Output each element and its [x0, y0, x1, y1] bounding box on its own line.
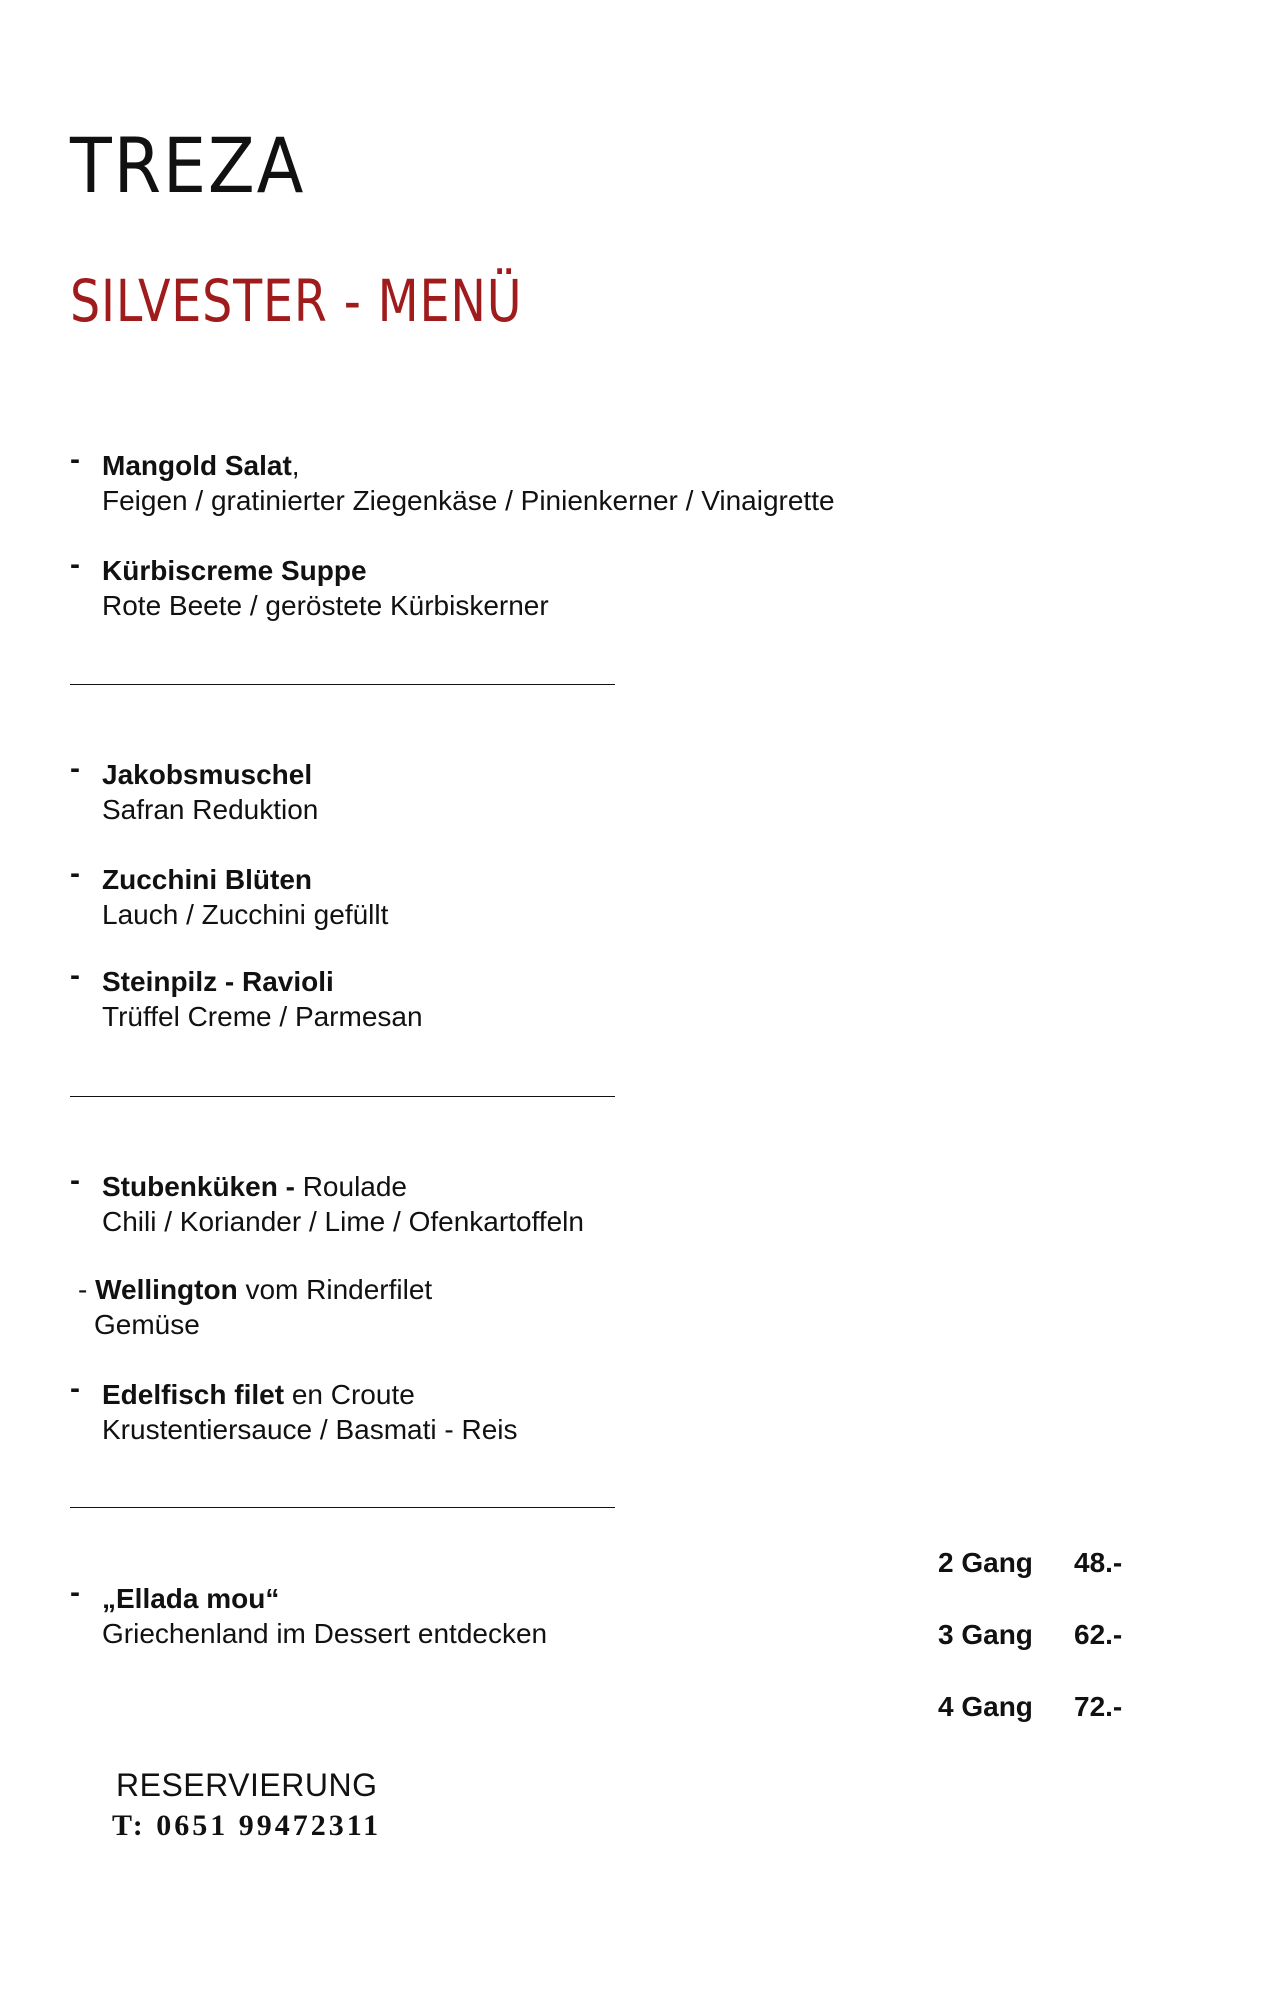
section-divider [70, 1507, 615, 1508]
menu-item-mangold-salat [70, 443, 835, 518]
menu-item-stubenkueken [70, 1164, 584, 1239]
item-description: Gemüse [94, 1309, 200, 1340]
item-suffix: , [291, 450, 300, 481]
item-description: Chili / Koriander / Lime / Ofenkartoffeln [102, 1206, 584, 1237]
item-dash: - [70, 548, 80, 581]
item-dash: - [70, 1164, 80, 1197]
item-dash: - [70, 857, 80, 890]
price-row-4-gang [938, 1689, 1122, 1724]
item-suffix: vom Rinderfilet [237, 1274, 433, 1305]
price-value: 48.- [1074, 1547, 1123, 1578]
item-dash: - [70, 1372, 80, 1405]
menu-item-steinpilz-ravioli [70, 959, 423, 1034]
brand-logo: TREZA [70, 121, 306, 210]
item-name: Stubenküken - [102, 1171, 295, 1202]
section-divider [70, 684, 615, 685]
menu-item-zucchini-blueten [70, 857, 389, 932]
item-suffix: Roulade [294, 1171, 408, 1202]
item-dash: - [70, 443, 80, 476]
item-name: „Ellada mou“ [102, 1583, 280, 1614]
item-name: Edelfisch filet [102, 1379, 285, 1410]
item-dash: - [78, 1274, 88, 1305]
menu-item-edelfisch-filet [70, 1372, 518, 1447]
price-row-2-gang [938, 1545, 1122, 1580]
menu-item-ellada-mou [70, 1576, 548, 1651]
item-description: Griechenland im Dessert entdecken [102, 1618, 548, 1649]
section-divider [70, 1096, 615, 1097]
item-description: Trüffel Creme / Parmesan [102, 1001, 423, 1032]
price-course: 3 Gang [938, 1619, 1033, 1650]
item-description: Rote Beete / geröstete Kürbiskerner [102, 590, 549, 621]
item-dash: - [70, 752, 80, 785]
item-dash: - [70, 959, 80, 992]
menu-item-kuerbiscreme-suppe [70, 548, 549, 623]
price-course: 4 Gang [938, 1691, 1033, 1722]
reservation-label: RESERVIERUNG [116, 1767, 378, 1803]
item-description: Safran Reduktion [102, 794, 319, 825]
price-value: 72.- [1074, 1691, 1123, 1722]
item-name: Mangold Salat [102, 450, 292, 481]
item-dash: - [70, 1576, 80, 1609]
menu-item-wellington [70, 1272, 432, 1342]
item-description: Krustentiersauce / Basmati - Reis [102, 1414, 518, 1445]
item-name: Steinpilz - Ravioli [102, 966, 334, 997]
item-suffix: en Croute [284, 1379, 415, 1410]
item-description: Feigen / gratinierter Ziegenkäse / Pinienkerner / Vinaigrette [102, 485, 835, 516]
price-value: 62.- [1074, 1619, 1123, 1650]
price-course: 2 Gang [938, 1547, 1033, 1578]
menu-title: SILVESTER - MENÜ [70, 267, 523, 335]
item-name: Zucchini Blüten [102, 864, 312, 895]
item-name: Kürbiscreme Suppe [102, 555, 367, 586]
item-name: Wellington [95, 1274, 238, 1305]
menu-item-jakobsmuschel [70, 752, 319, 827]
item-name: Jakobsmuschel [102, 759, 313, 790]
item-description: Lauch / Zucchini gefüllt [102, 899, 389, 930]
reservation-phone: T: 0651 99472311 [112, 1809, 382, 1842]
price-row-3-gang [938, 1617, 1122, 1652]
